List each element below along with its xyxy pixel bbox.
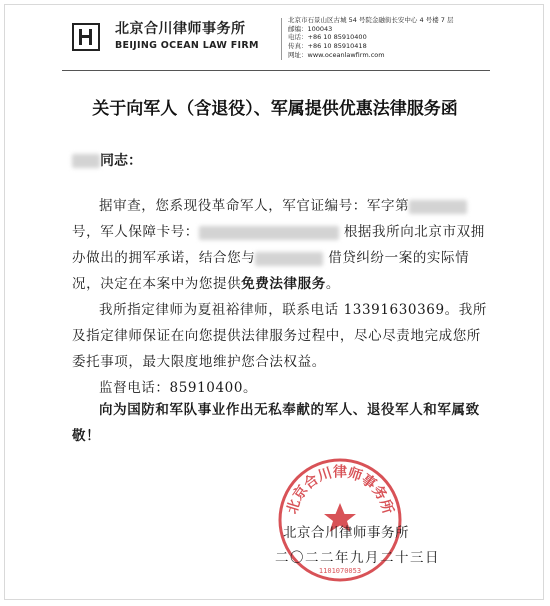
redacted-name	[72, 154, 100, 168]
signature-firm: 北京合川律师事务所	[283, 525, 409, 541]
website: 网址：www.oceanlawfirm.com	[288, 50, 385, 59]
signature-date: 二〇二二年九月二十三日	[275, 550, 440, 566]
postcode: 邮编：100043	[288, 24, 333, 33]
redacted-card-number	[199, 226, 339, 240]
svg-text:北京合川律师事务所: 北京合川律师事务所	[284, 464, 396, 516]
header-rule	[62, 70, 490, 71]
firm-name-en: BEIJING OCEAN LAW FIRM	[115, 40, 259, 51]
telephone: 电话：+86 10 85910400	[288, 33, 367, 42]
redacted-party	[255, 252, 323, 266]
header-divider	[281, 18, 282, 60]
letter-body	[72, 193, 490, 401]
firm-name-cn: 北京合川律师事务所	[115, 21, 246, 37]
fax: 传真：+86 10 85910418	[288, 42, 367, 51]
svg-text:1101070053: 1101070053	[318, 567, 362, 575]
paragraph-3: 监督电话：85910400。	[99, 380, 258, 396]
redacted-officer-id	[409, 200, 467, 214]
contact-block	[288, 16, 453, 60]
address: 北京市石景山区古城 54 号院金融街长安中心 4 号楼 7 层	[288, 16, 454, 24]
paragraph-1: 据审查，您系现役革命军人，军官证编号：军字第号，军人保障卡号： 根据我所向北京市双拥办做出的拥军承诺，结合您与 借贷纠纷一案的实际情况，决定在本案中为您提供免费法律服务。	[72, 198, 485, 292]
closing-salute: 向为国防和军队事业作出无私奉献的军人、退役军人和军属致敬！	[72, 402, 480, 444]
paragraph-2: 我所指定律师为夏祖裕律师，联系电话 13391630369。我所及指定律师保证在向您提供法律服务过程中，尽心尽责地完成您所委托事项，最大限度地维护您合法权益。	[72, 302, 487, 370]
letter-title: 关于向军人（含退役）、军属提供优惠法律服务函	[92, 99, 458, 119]
salutation: 同志：	[72, 150, 142, 170]
firm-logo-icon	[72, 23, 100, 51]
